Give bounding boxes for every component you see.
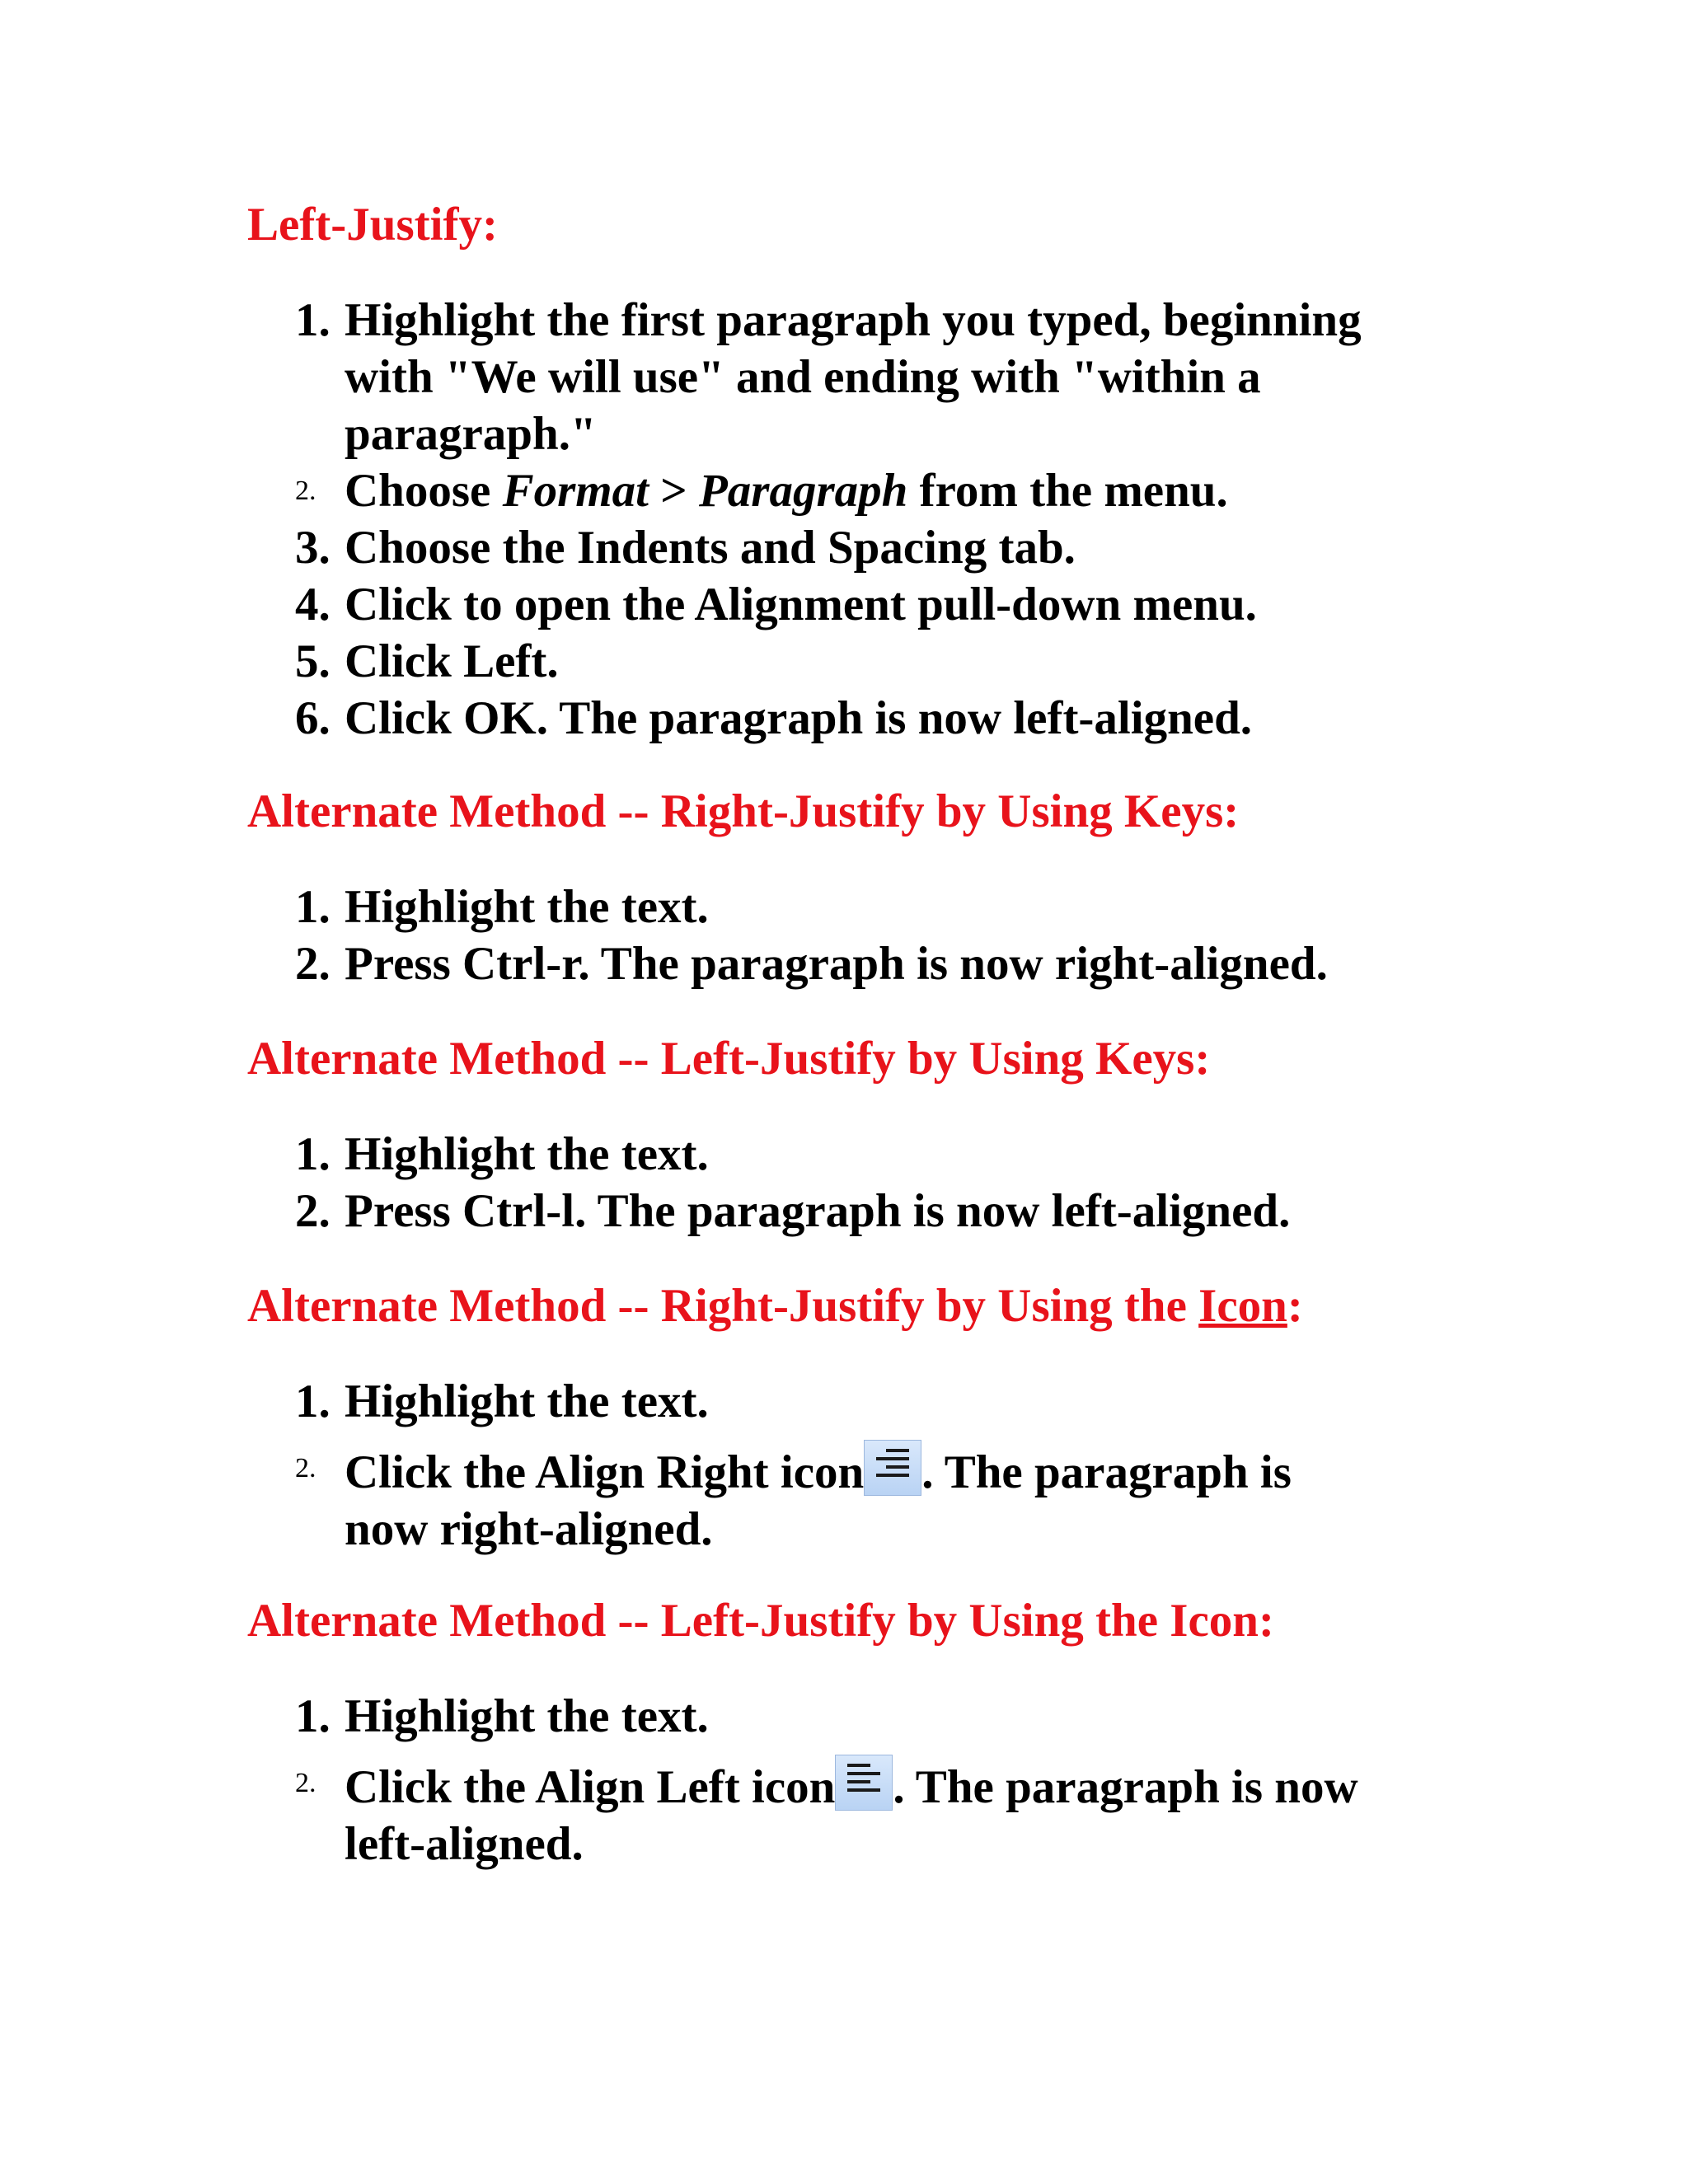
step-number: 4.	[295, 579, 331, 630]
step-number: 2.	[295, 1185, 331, 1237]
list-item	[0, 1755, 1358, 1872]
step-text: Press Ctrl-r. The paragraph is now right-aligned.	[345, 938, 1328, 990]
step-text: Choose the Indents and Spacing tab.	[345, 522, 1076, 574]
step-number: 2.	[295, 1768, 316, 1798]
steps-list-right-justify-icon	[0, 1373, 1292, 1558]
step-text: Click to open the Alignment pull-down menu.	[345, 579, 1257, 630]
heading-text: :	[1287, 1280, 1303, 1332]
list-item	[0, 292, 1362, 462]
menu-name-format: Format	[502, 465, 649, 517]
list-item	[0, 1373, 1292, 1430]
section-heading-left-justify-icon	[247, 1592, 1274, 1650]
heading-text: Alternate Method -- Left-Justify by Using Keys:	[247, 1033, 1211, 1085]
step-number: 2.	[295, 938, 331, 990]
step-text: Press Ctrl-l. The paragraph is now left-aligned.	[345, 1185, 1291, 1237]
heading-text: Alternate Method -- Right-Justify by Using Keys:	[247, 785, 1240, 837]
step-text-line: now right-aligned.	[345, 1503, 713, 1555]
step-text-part: Click the Align Right icon	[345, 1446, 865, 1498]
step-text-part: >	[648, 465, 699, 517]
list-item	[0, 519, 1362, 576]
list-item	[0, 462, 1362, 519]
step-text: Highlight the text.	[345, 1690, 709, 1742]
list-item	[0, 1126, 1290, 1183]
step-text-part: . The paragraph is now	[893, 1761, 1358, 1813]
section-heading-right-justify-keys	[247, 783, 1239, 841]
heading-text: Alternate Method -- Left-Justify by Using the Icon:	[247, 1595, 1274, 1647]
align-left-icon	[835, 1755, 893, 1811]
steps-list-left-justify	[0, 292, 1362, 747]
heading-text: Alternate Method -- Right-Justify by Using the	[247, 1280, 1199, 1332]
step-number: 5.	[295, 635, 331, 687]
list-item	[0, 1688, 1358, 1745]
menu-name-paragraph: Paragraph	[698, 465, 908, 517]
section-heading-left-justify	[247, 196, 498, 254]
step-text-part: . The paragraph is	[921, 1446, 1292, 1498]
list-item	[0, 935, 1328, 992]
step-number: 1.	[295, 881, 331, 933]
step-text-line: paragraph."	[345, 408, 597, 460]
step-number: 2.	[295, 476, 316, 506]
step-text-line: left-aligned.	[345, 1818, 584, 1870]
step-text	[345, 1755, 1358, 1816]
list-item	[0, 879, 1328, 935]
section-heading-right-justify-icon	[247, 1277, 1303, 1335]
list-item	[0, 690, 1362, 747]
steps-list-right-justify-keys	[0, 879, 1328, 992]
step-text	[345, 1440, 1292, 1501]
step-number: 6.	[295, 692, 331, 744]
step-number: 1.	[295, 1128, 331, 1180]
section-heading-left-justify-keys	[247, 1030, 1210, 1088]
step-text-part: Click the Align Left icon	[345, 1761, 836, 1813]
step-text: Highlight the text.	[345, 1376, 709, 1427]
step-number: 1.	[295, 294, 331, 346]
step-text-line: with "We will use" and ending with "within a	[345, 351, 1261, 403]
step-text-part: from the menu.	[907, 465, 1228, 517]
step-text: Highlight the text.	[345, 881, 709, 933]
step-number: 3.	[295, 522, 331, 574]
list-item	[0, 576, 1362, 633]
step-number: 2.	[295, 1453, 316, 1483]
step-text-part: Choose	[345, 465, 503, 517]
step-text: Click Left.	[345, 635, 559, 687]
step-number: 1.	[295, 1376, 331, 1427]
step-text: Click OK. The paragraph is now left-aligned.	[345, 692, 1253, 744]
step-text	[345, 462, 1362, 519]
heading-text: Left-Justify:	[247, 199, 498, 251]
heading-link-icon[interactable]: Icon	[1198, 1280, 1287, 1332]
list-item	[0, 1183, 1290, 1240]
list-item	[0, 633, 1362, 690]
step-text-line: Highlight the first paragraph you typed, beginning	[345, 294, 1362, 346]
step-text: Highlight the text.	[345, 1128, 709, 1180]
steps-list-left-justify-icon	[0, 1688, 1358, 1872]
list-item	[0, 1440, 1292, 1558]
step-number: 1.	[295, 1690, 331, 1742]
steps-list-left-justify-keys	[0, 1126, 1290, 1240]
align-right-icon	[864, 1440, 921, 1496]
